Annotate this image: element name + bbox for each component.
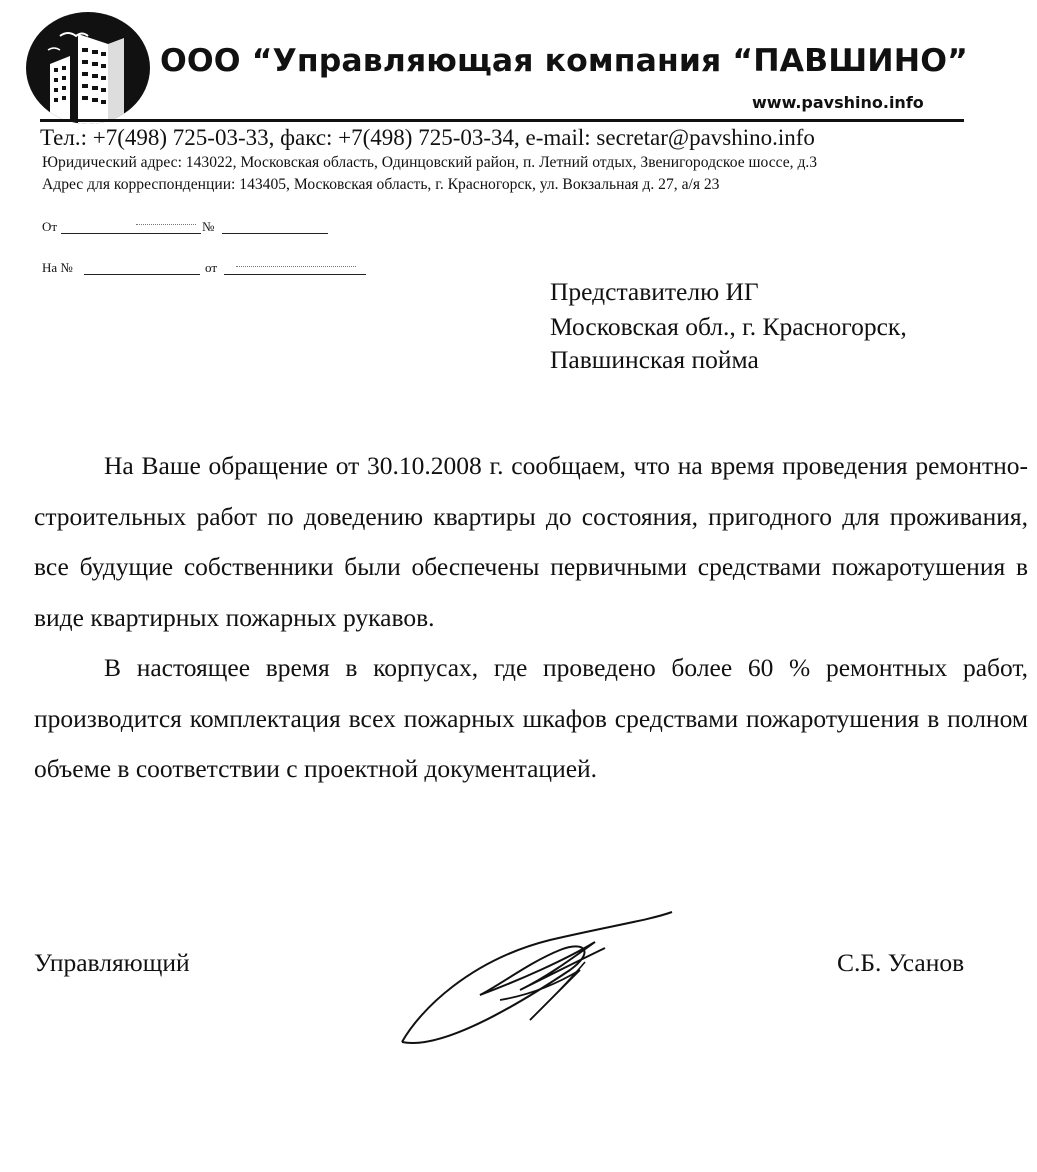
redacted-mark <box>236 266 356 271</box>
body-paragraph-1: На Ваше обращение от 30.10.2008 г. сообщаем, что на время проведения ремонтно-строительных работ по доведению квартиры до состояния, пригодного для проживания, все будущие собственники были обеспечены первичными средствами пожаротушения в виде квартирных пожарных рукавов. <box>34 451 1028 632</box>
signer-name: С.Б. Усанов <box>837 948 965 977</box>
incoming-number-field <box>84 274 200 275</box>
recipient-line-3: Павшинская пойма <box>550 345 759 374</box>
building-logo-icon <box>20 12 150 124</box>
body-paragraph-2: В настоящее время в корпусах, где проведено более 60 % ремонтных работ, производится комплектация всех пожарных шкафов средствами пожаротушения в полном объеме в соответствии с проектной документацией. <box>34 653 1028 783</box>
redacted-mark <box>136 224 196 229</box>
signature-scribble <box>380 900 690 1060</box>
in-reply-label: На № <box>42 260 73 275</box>
from-label: От <box>42 219 58 234</box>
company-website: www.pavshino.info <box>752 93 924 112</box>
recipient-line-2: Московская обл., г. Красногорск, <box>550 312 907 341</box>
outgoing-number-field <box>222 233 328 234</box>
incoming-date-field <box>224 274 366 275</box>
letter-body <box>34 441 1028 795</box>
recipient-line-1: Представителю ИГ <box>550 277 759 306</box>
from-date-field <box>61 233 201 234</box>
mailing-address: Адрес для корреспонденции: 143405, Московская область, г. Красногорск, ул. Вокзальная д. 27, а/я 23 <box>42 176 720 193</box>
date-label: от <box>205 260 218 275</box>
company-name: ООО “Управляющая компания “ПАВШИНО” <box>160 43 968 79</box>
header-divider <box>40 119 964 122</box>
handwritten-signature <box>380 900 690 1060</box>
company-logo <box>20 12 150 124</box>
legal-address: Юридический адрес: 143022, Московская область, Одинцовский район, п. Летний отдых, Звенигородское шоссе, д.3 <box>42 154 818 171</box>
number-label: № <box>202 219 215 234</box>
contact-line: Тел.: +7(498) 725-03-33, факс: +7(498) 725-03-34, e-mail: secretar@pavshino.info <box>40 125 815 150</box>
signer-position: Управляющий <box>34 948 190 977</box>
